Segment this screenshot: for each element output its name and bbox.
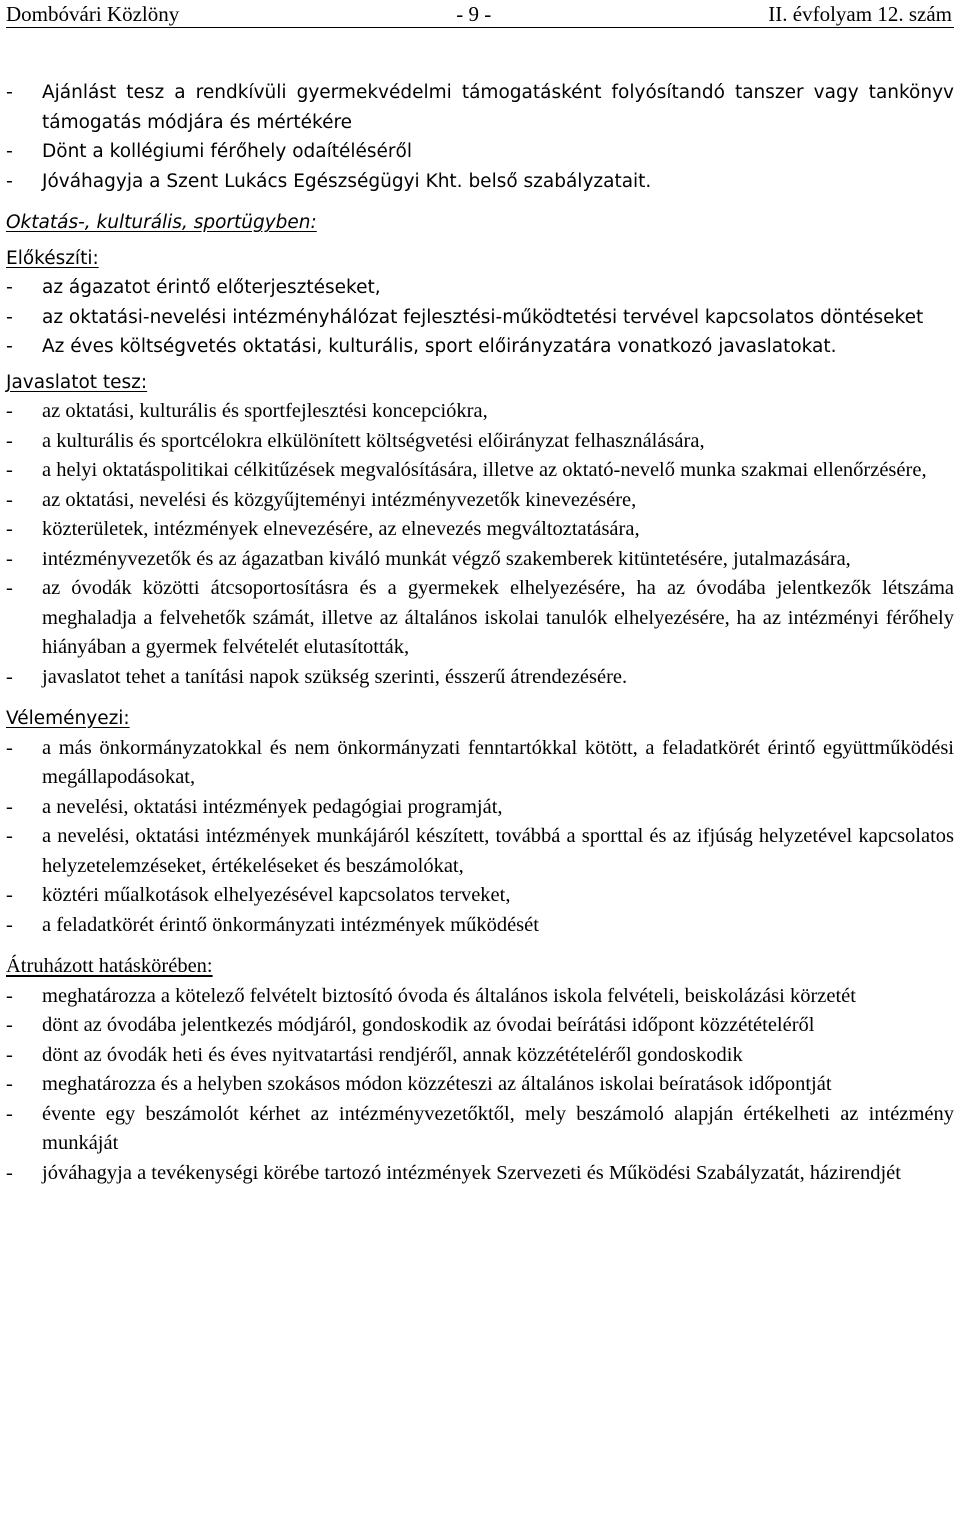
list-item-text: dönt az óvodák heti és éves nyitvatartási rendjéről, annak közzétételéről gondoskodik	[42, 1043, 743, 1066]
list-item-text: a helyi oktatáspolitikai célkitűzések megvalósítására, illetve az oktató-nevelő munka szakmai ellenőrzésére,	[42, 459, 927, 481]
list-item-text: jóváhagyja a tevékenységi körébe tartozó intézmények Szervezeti és Működési Szabályzatát, házirendjét	[42, 1161, 901, 1184]
list-dash: -	[6, 276, 13, 298]
list-item-text: az ágazatot érintő előterjesztéseket,	[42, 277, 381, 298]
list-item-text: az oktatási-nevelési intézményhálózat fejlesztési-működtetési tervével kapcsolatos döntéseket	[42, 306, 924, 328]
list-dash: -	[6, 140, 13, 162]
list-item	[6, 397, 954, 427]
list-item-text: köztéri műalkotások elhelyezésével kapcsolatos terveket,	[42, 884, 511, 906]
list-dash: -	[6, 169, 13, 192]
list-dash: -	[6, 400, 13, 422]
list-item-text: a nevelési, oktatási intézmények pedagógiai programját,	[42, 795, 503, 818]
list-item-text: javaslatot tehet a tanítási napok szükség szerinti, ésszerű átrendezésére.	[42, 665, 628, 688]
list-item	[6, 1159, 954, 1189]
list-item	[6, 734, 954, 793]
list-dash: -	[6, 825, 13, 847]
list-dash: -	[6, 984, 13, 1007]
section-title: Oktatás-, kulturális, sportügyben:	[6, 212, 317, 233]
list-item-text: az óvodák közötti átcsoportosításra és a gyermekek elhelyezésére, ha az óvodába jelentkezők létszáma meghaladja a felvehetők számát, illetve az általános iskolai tanulók elhelyezésére, ha az intézményi férőhely hiányában a gyermek felvételét elutasították,	[42, 577, 954, 658]
atruhazott-list	[6, 982, 954, 1189]
list-item-text: évente egy beszámolót kérhet az intézményvezetőktől, mely beszámoló alapján értékelheti az intézmény munkáját	[42, 1102, 954, 1154]
list-dash: -	[6, 913, 13, 936]
list-item-text: Ajánlást tesz a rendkívüli gyermekvédelmi támogatásként folyósítandó tanszer vagy tankönyv támogatás módjára és mértékére	[42, 82, 954, 133]
list-item-text: Az éves költségvetés oktatási, kulturális, sport előirányzatára vonatkozó javaslatokat.	[42, 336, 837, 357]
list-item	[6, 427, 954, 457]
list-item	[6, 982, 954, 1012]
list-item	[6, 793, 954, 823]
header-issue: II. évfolyam 12. szám	[768, 2, 952, 26]
list-item-text: meghatározza és a helyben szokásos módon közzéteszi az általános iskolai beíratások időpontját	[42, 1073, 832, 1095]
list-dash: -	[6, 1014, 13, 1036]
list-item	[6, 574, 954, 663]
list-item	[6, 1011, 954, 1041]
list-item-text: intézményvezetők és az ágazatban kiváló munkát végző szakemberek kitüntetésére, jutalmazására,	[42, 547, 851, 570]
list-item-text: dönt az óvodába jelentkezés módjáról, gondoskodik az óvodai beírátási időpont közzétételéről	[42, 1014, 815, 1036]
list-dash: -	[6, 884, 13, 906]
list-item	[6, 456, 954, 486]
list-dash: -	[6, 81, 13, 103]
list-item	[6, 1070, 954, 1100]
list-dash: -	[6, 1102, 13, 1125]
list-item	[6, 486, 954, 516]
list-item	[6, 822, 954, 881]
list-dash: -	[6, 795, 13, 818]
list-dash: -	[6, 429, 13, 452]
list-item-text: Jóváhagyja a Szent Lukács Egészségügyi Kht. belső szabályzatait.	[42, 170, 652, 192]
list-item-text: a nevelési, oktatási intézmények munkájáról készített, továbbá a sporttal és az ifjúság helyzetével kapcsolatos helyzetelemzéseket, értékeléseket és beszámolókat,	[42, 825, 954, 877]
list-dash: -	[6, 1161, 13, 1184]
list-item-text: az oktatási, nevelési és közgyűjteményi intézményvezetők kinevezésére,	[42, 488, 637, 511]
subsection-heading-javaslatot-tesz: Javaslatot tesz:	[6, 371, 148, 393]
list-item-text: a más önkormányzatokkal és nem önkormányzati fenntartókkal kötött, a feladatkörét érintő együttműködési megállapodásokat,	[42, 736, 954, 788]
subsection-heading-atruhazott: Átruházott hatáskörében:	[6, 955, 213, 977]
list-item	[6, 273, 954, 303]
list-dash: -	[6, 1043, 13, 1066]
list-dash: -	[6, 335, 13, 357]
list-item	[6, 545, 954, 575]
list-item	[6, 881, 954, 911]
elokesziti-list	[6, 273, 954, 362]
list-item	[6, 1041, 954, 1071]
subsection-heading-velemenyezi: Véleményezi:	[6, 708, 130, 729]
document-page	[6, 0, 954, 1188]
header-page-number: - 9 -	[456, 2, 492, 26]
list-item-text: közterületek, intézmények elnevezésére, az elnevezés megváltoztatására,	[42, 518, 640, 540]
intro-list	[6, 78, 954, 196]
velemenyezi-list	[6, 734, 954, 941]
subsection-heading-elokesziti: Előkészíti:	[6, 247, 99, 269]
header-publication-title: Dombóvári Közlöny	[6, 2, 180, 26]
list-item	[6, 167, 954, 197]
list-dash: -	[6, 547, 13, 570]
list-item-text: Dönt a kollégiumi férőhely odaítéléséről	[42, 141, 412, 162]
list-dash: -	[6, 577, 13, 599]
page-header	[6, 0, 954, 28]
list-item	[6, 515, 954, 545]
javaslatot-tesz-list	[6, 397, 954, 692]
list-item	[6, 663, 954, 693]
list-item	[6, 332, 954, 362]
list-item-text: az oktatási, kulturális és sportfejlesztési koncepciókra,	[42, 400, 488, 422]
list-item	[6, 78, 954, 137]
list-item-text: meghatározza a kötelező felvételt biztosító óvoda és általános iskola felvételi, beiskolázási körzetét	[42, 984, 856, 1007]
list-item	[6, 303, 954, 333]
list-item	[6, 1100, 954, 1159]
list-item	[6, 137, 954, 167]
list-item	[6, 911, 954, 941]
list-dash: -	[6, 305, 13, 328]
list-dash: -	[6, 1073, 13, 1095]
list-item-text: a feladatkörét érintő önkormányzati intézmények működését	[42, 913, 539, 936]
list-dash: -	[6, 665, 13, 688]
list-dash: -	[6, 459, 13, 481]
list-dash: -	[6, 488, 13, 511]
list-dash: -	[6, 736, 13, 759]
list-item-text: a kulturális és sportcélokra elkülönített költségvetési előirányzat felhasználására,	[42, 429, 705, 452]
list-dash: -	[6, 518, 13, 540]
